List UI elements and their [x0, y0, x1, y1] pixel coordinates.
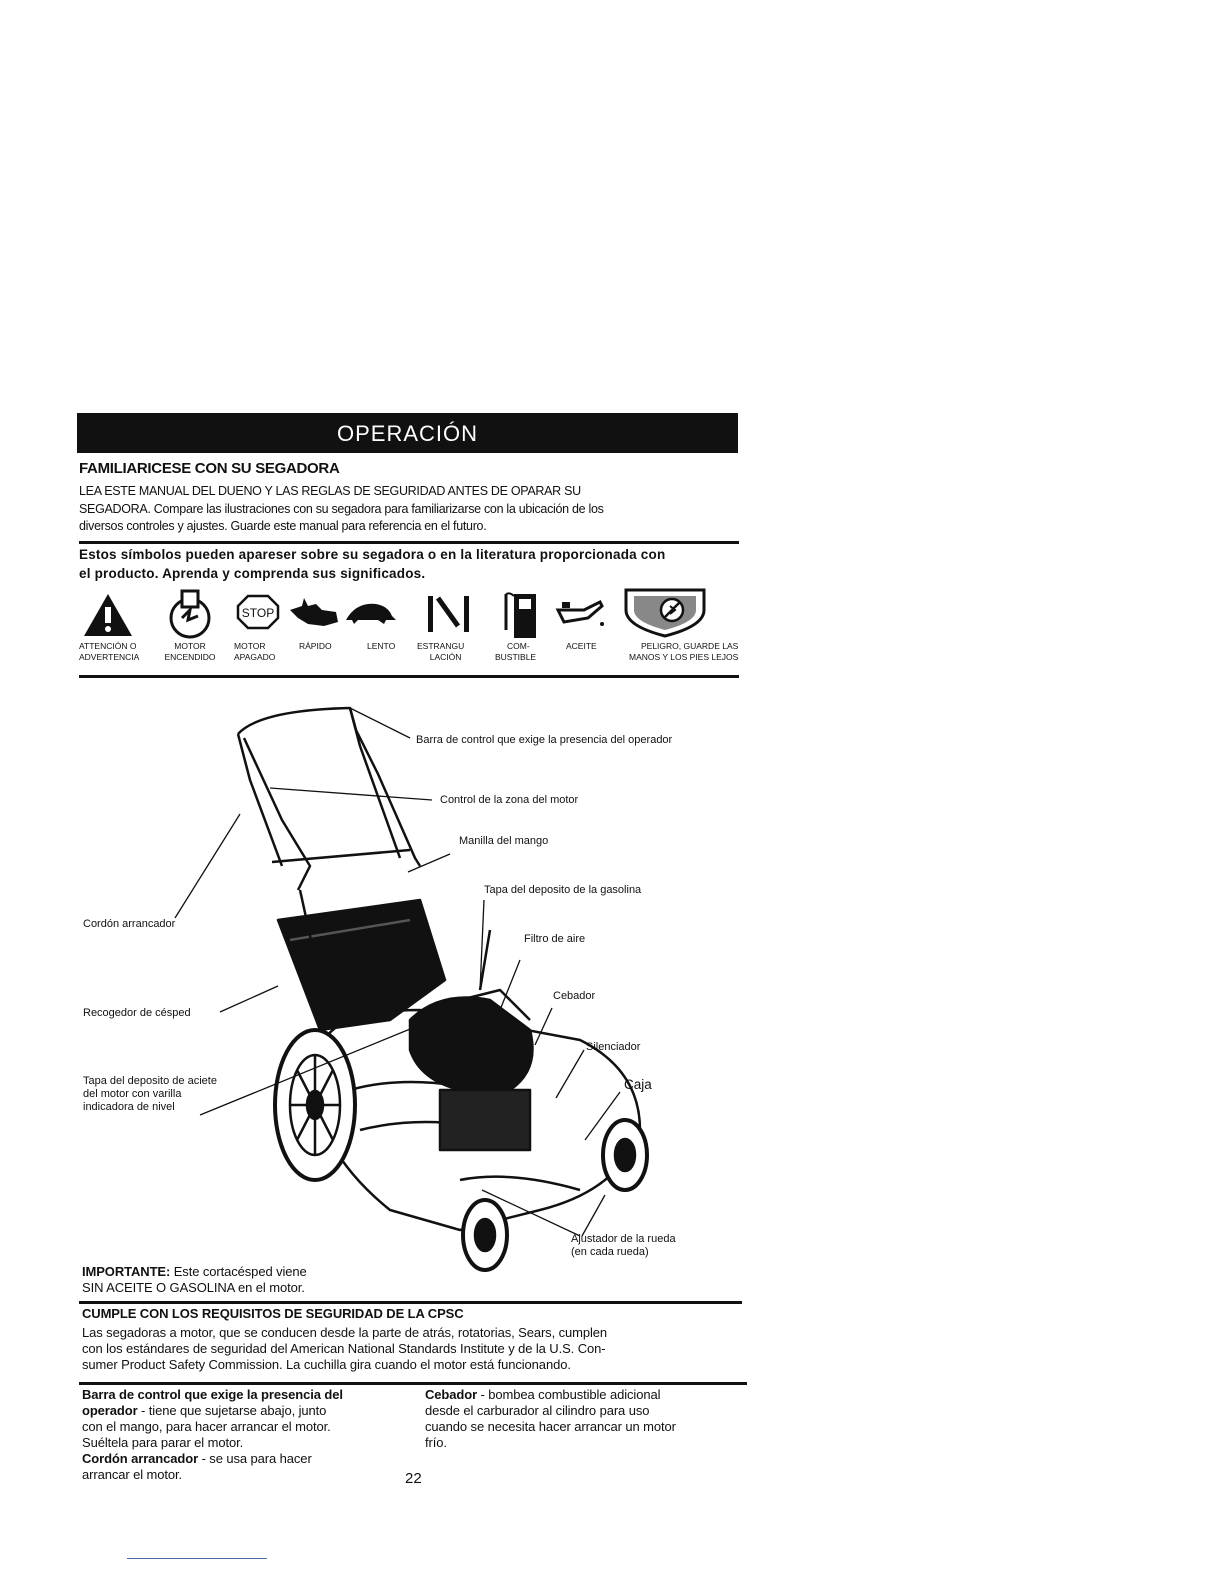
fuel-pump-icon — [500, 590, 544, 640]
symbols-intro-line-1: Estos símbolos pueden apareser sobre su segadora o en la literatura proporcionada con — [79, 547, 666, 562]
definition-starter: Cordón arrancador - se usa para hacer — [82, 1451, 312, 1466]
symbol-label-attention: ATTENCIÓN O ADVERTENCIA — [79, 641, 140, 662]
important-note-line-2: SIN ACEITE O GASOLINA en el motor. — [82, 1280, 305, 1295]
callout-grass-catcher: Recogedor de césped — [83, 1007, 191, 1019]
stop-icon — [236, 594, 280, 630]
symbol-label-slow: LENTO — [367, 641, 396, 651]
definition-primer-line-3: cuando se necesita hacer arrancar un motor — [425, 1419, 676, 1434]
rule — [79, 1301, 742, 1304]
rabbit-icon — [288, 596, 340, 630]
rule — [79, 675, 739, 678]
symbol-label-fast: RÁPIDO — [299, 641, 332, 651]
symbol-label-danger: PELIGRO, GUARDE LAS MANOS Y LOS PIES LEJOS — [629, 641, 739, 662]
choke-icon — [424, 592, 474, 634]
turtle-icon — [342, 600, 398, 626]
callout-muffler: Silenciador — [586, 1041, 641, 1053]
callout-engine-zone: Control de la zona del motor — [440, 794, 579, 806]
cpsc-line-3: sumer Product Safety Commission. La cuchilla gira cuando el motor está funcionando. — [82, 1357, 571, 1372]
cpsc-line-2: con los estándares de seguridad del American National Standards Institute y de la U.S. Con- — [82, 1341, 606, 1356]
callout-oil-cap: Tapa del deposito de aciete del motor con varilla indicadora de nivel — [83, 1075, 217, 1113]
page-number: 22 — [405, 1470, 422, 1487]
footer-line — [127, 1558, 267, 1559]
intro-line-3: diversos controles y ajustes. Guarde este manual para referencia en el futuro. — [79, 519, 487, 533]
motor-on-icon — [168, 588, 212, 640]
intro-line-2: SEGADORA. Compare las ilustraciones con su segadora para familiarizarse con la ubicación de los — [79, 502, 604, 516]
section-title: FAMILIARICESE CON SU SEGADORA — [79, 460, 340, 477]
definition-control-bar-term: Barra de control que exige la presencia del — [82, 1387, 343, 1402]
cpsc-heading: CUMPLE CON LOS REQUISITOS DE SEGURIDAD DE LA CPSC — [82, 1306, 464, 1321]
definition-control-bar: operador - tiene que sujetarse abajo, junto — [82, 1403, 327, 1418]
rule — [79, 1382, 747, 1385]
warning-triangle-icon — [82, 592, 134, 638]
important-label: IMPORTANTE: — [82, 1264, 171, 1279]
callout-housing: Caja — [624, 1077, 652, 1092]
symbols-intro-line-2: el producto. Aprenda y comprenda sus significados. — [79, 566, 426, 581]
rule — [79, 541, 739, 544]
callout-starter-cord: Cordón arrancador — [83, 918, 176, 930]
definition-primer-line-2: desde el carburador al cilindro para uso — [425, 1403, 650, 1418]
symbol-label-oil: ACEITE — [566, 641, 597, 651]
symbol-label-fuel: COM- BUSTIBLE — [495, 641, 537, 662]
lawn-mower-illustration — [60, 690, 760, 1290]
callout-wheel-adjuster: Ajustador de la rueda (en cada rueda) — [571, 1233, 676, 1258]
section-banner: OPERACIÓN — [77, 413, 738, 453]
callout-primer: Cebador — [553, 990, 596, 1002]
oil-can-icon — [554, 596, 606, 630]
definition-control-bar-line-2: con el mango, para hacer arrancar el motor. — [82, 1419, 331, 1434]
symbol-label-motor-on: MOTOR ENCENDIDO — [164, 641, 216, 662]
definition-starter-line-2: arrancar el motor. — [82, 1467, 183, 1482]
callout-fuel-cap: Tapa del deposito de la gasolina — [484, 884, 642, 896]
hand-foot-danger-icon — [620, 586, 710, 638]
definition-primer: Cebador - bombea combustible adicional — [425, 1387, 661, 1402]
definition-primer-line-4: frío. — [425, 1435, 447, 1450]
callout-handle-knob: Manilla del mango — [459, 835, 549, 847]
cpsc-line-1: Las segadoras a motor, que se conducen desde la parte de atrás, rotatorias, Sears, cumplen — [82, 1325, 608, 1340]
callout-air-filter: Filtro de aire — [524, 933, 586, 945]
svg-text:STOP: STOP — [241, 606, 275, 620]
intro-line-1: LEA ESTE MANUAL DEL DUENO Y LAS REGLAS DE SEGURIDAD ANTES DE OPARAR SU — [79, 484, 581, 498]
callout-control-bar: Barra de control que exige la presencia del operador — [416, 734, 673, 746]
symbol-label-choke: ESTRANGU LACIÓN — [417, 641, 465, 662]
definition-control-bar-line-3: Suéltela para parar el motor. — [82, 1435, 244, 1450]
important-note: IMPORTANTE: Este cortacésped viene — [82, 1264, 307, 1279]
symbol-label-motor-off: MOTOR APAGADO — [234, 641, 276, 662]
